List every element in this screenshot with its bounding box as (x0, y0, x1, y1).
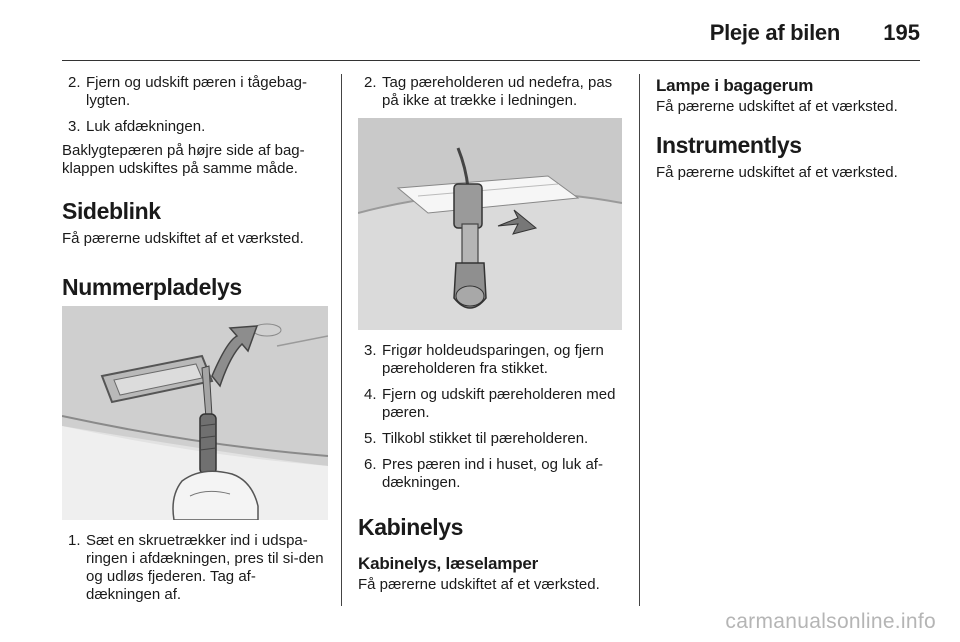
step-item: 5. Tilkobl stikket til pæreholderen. (364, 430, 589, 447)
step-item: 2. Fjern og udskift pæren i tågebag-lygten. (68, 74, 307, 109)
paragraph: Få pærerne udskiftet af et værksted. (358, 576, 600, 593)
step-item: 1. Sæt en skruetrækker ind i udspa-ringen i afdækningen, pres til si-den og udløs fjederen. Tag af-dækningen af. (68, 532, 324, 603)
section-heading-kabinelys: Kabinelys (358, 514, 464, 540)
column-2 (358, 74, 622, 594)
step-list (62, 532, 328, 604)
paragraph: Få pærerne udskiftet af et værksted. (62, 230, 304, 247)
subsection-heading-laeselamper: Kabinelys, læselamper (358, 554, 539, 573)
bulb-holder-illustration (358, 118, 622, 330)
page-number: 195 (883, 20, 920, 45)
column-3 (656, 74, 922, 182)
step-item: 4. Fjern og udskift pæreholderen med pæren. (364, 386, 616, 421)
section-heading-instrumentlys: Instrumentlys (656, 132, 802, 158)
page-title: Pleje af bilen (709, 20, 840, 45)
page-header (62, 14, 920, 61)
section-heading-nummerpladelys: Nummerpladelys (62, 274, 242, 300)
step-list (62, 74, 328, 136)
paragraph: Få pærerne udskiftet af et værksted. (656, 164, 898, 181)
step-list (358, 74, 622, 110)
section-heading-lampe-bagagerum: Lampe i bagagerum (656, 76, 814, 95)
paragraph: Få pærerne udskiftet af et værksted. (656, 98, 898, 115)
license-plate-light-illustration (62, 306, 328, 520)
step-item: 3. Frigør holdeudsparingen, og fjern pæreholderen fra stikket. (364, 342, 604, 377)
column-divider (639, 74, 640, 606)
step-item: 6. Pres pæren ind i huset, og luk af-dækningen. (364, 456, 603, 491)
step-list (358, 342, 622, 492)
step-item: 2. Tag pæreholderen ud nedefra, pas på ikke at trække i ledningen. (364, 74, 613, 109)
watermark: carmanualsonline.info (725, 610, 936, 633)
step-item: 3. Luk afdækningen. (68, 118, 206, 135)
paragraph: Baklygtepæren på højre side af bag-klappen udskiftes på samme måde. (62, 142, 305, 177)
column-1 (62, 74, 328, 612)
column-divider (341, 74, 342, 606)
section-heading-sideblink: Sideblink (62, 198, 161, 224)
